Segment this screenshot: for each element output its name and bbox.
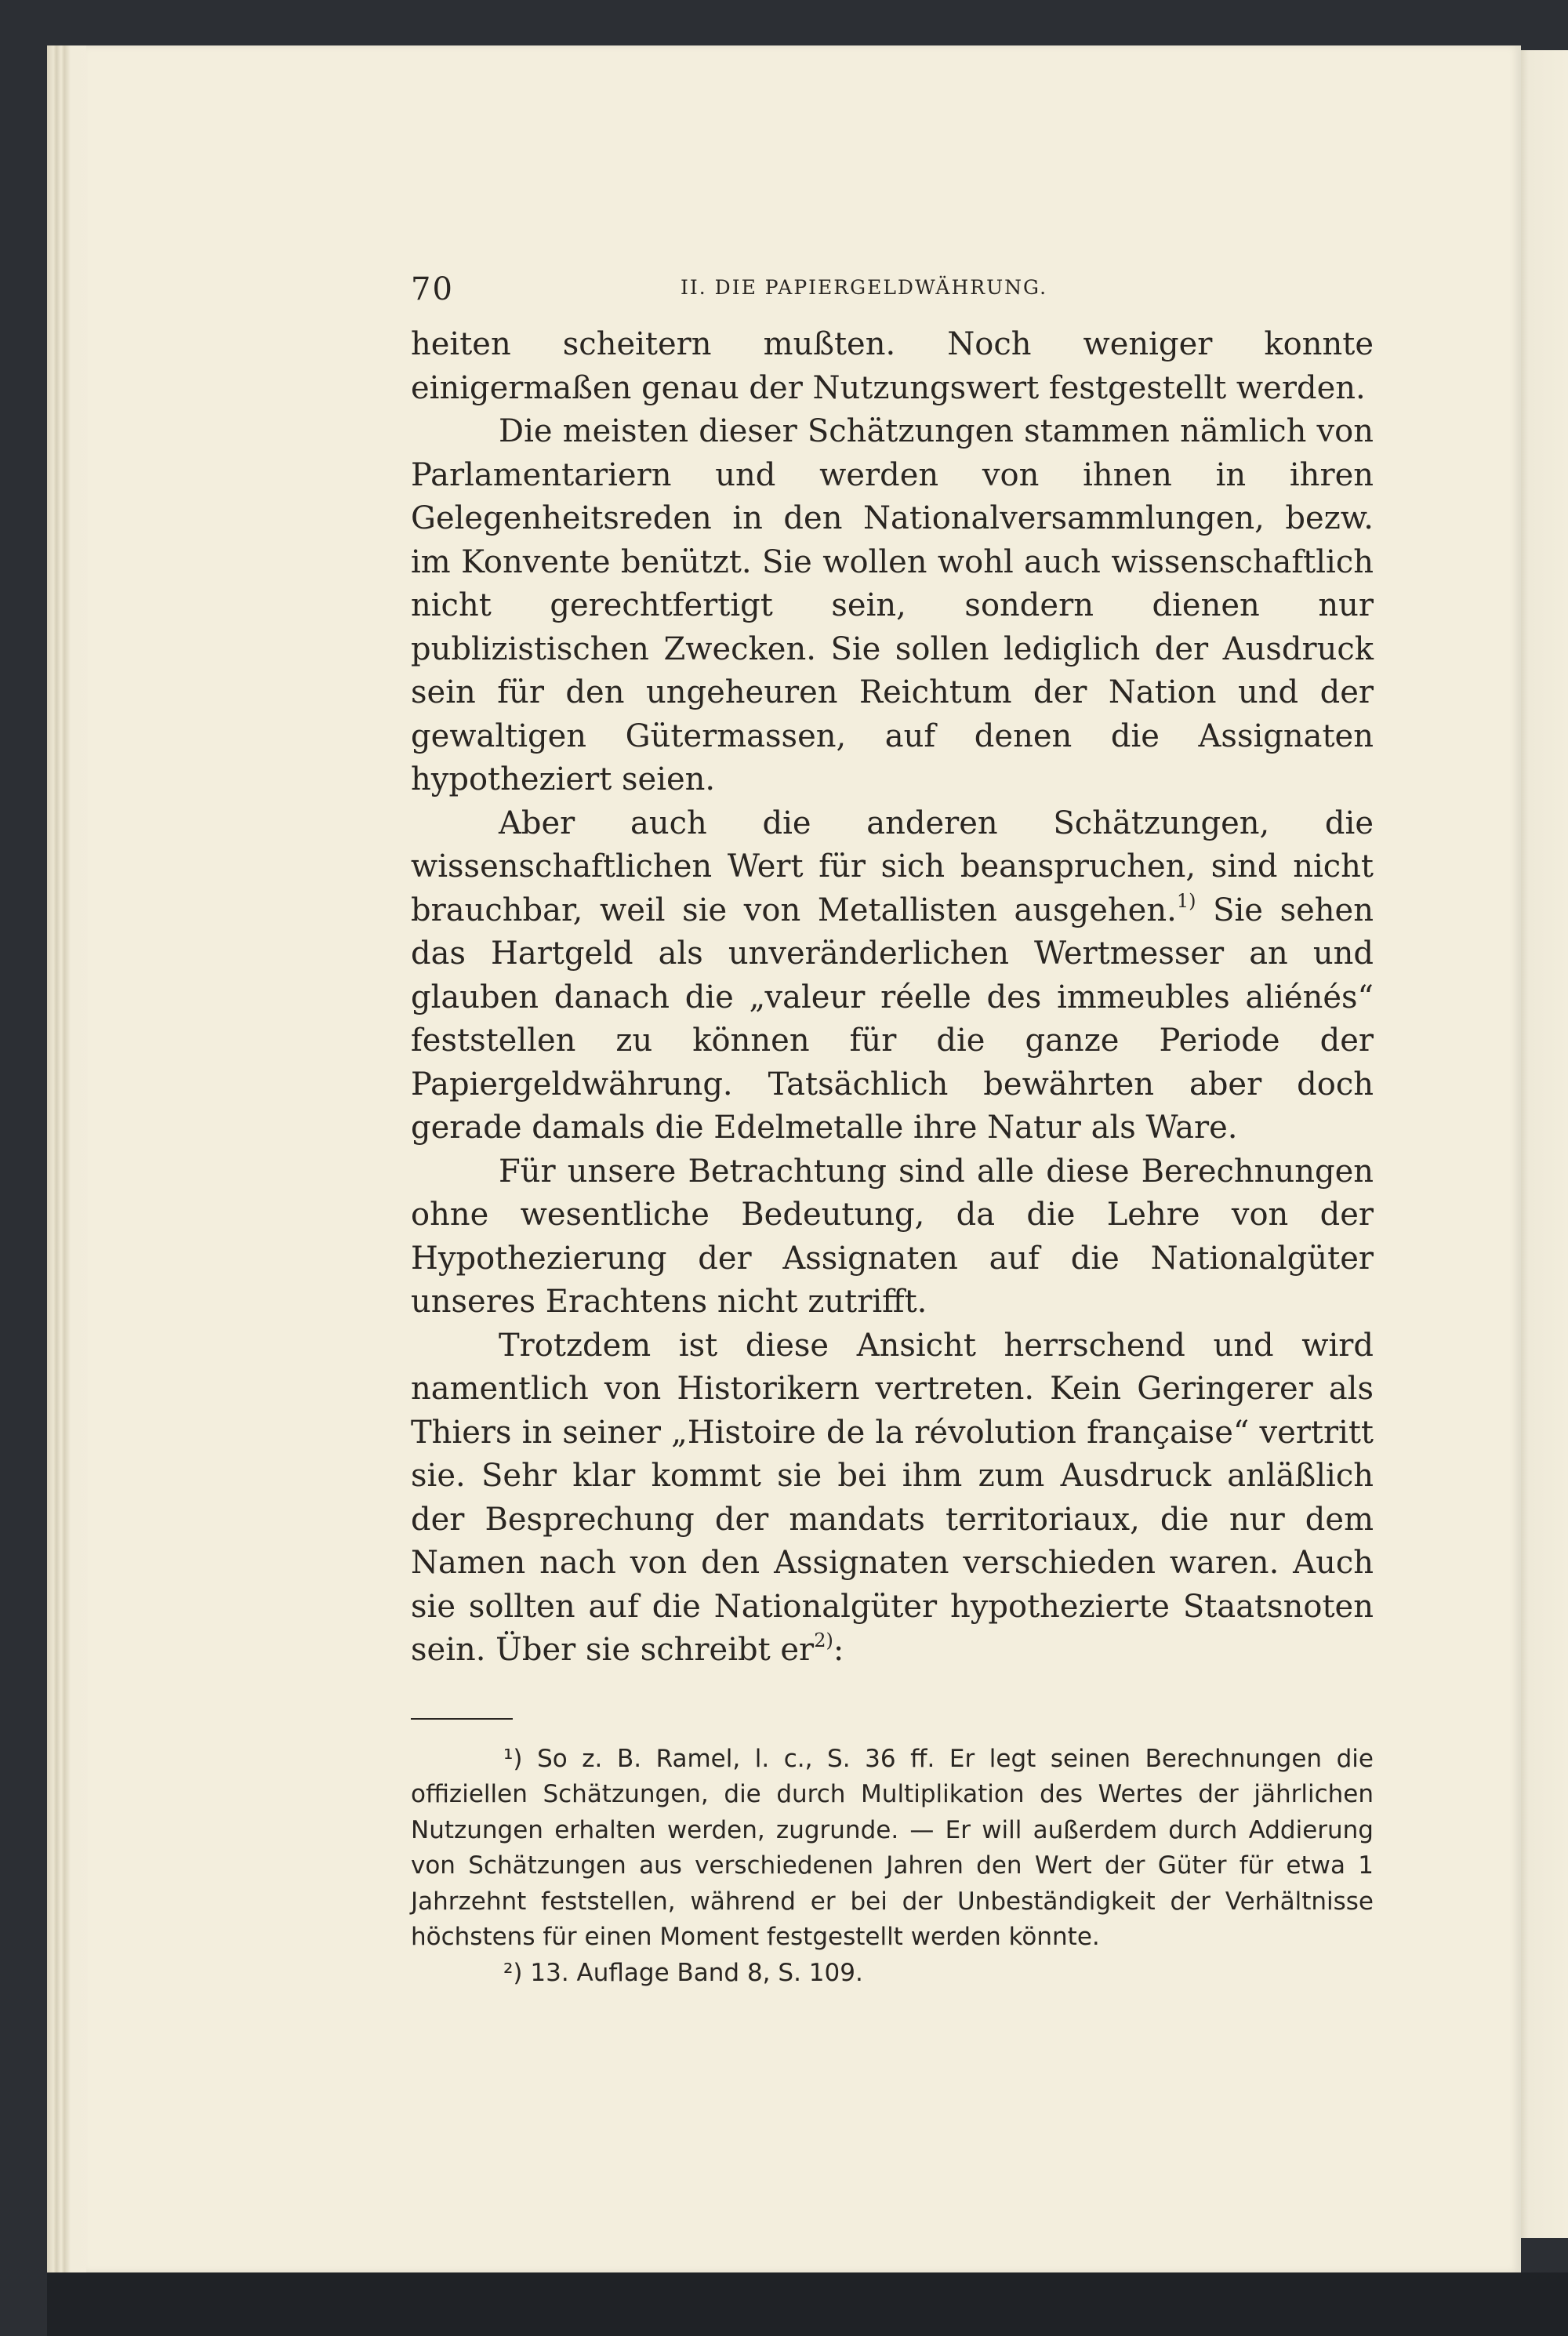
footnote-text: 13. Auflage Band 8, S. 109.: [522, 1958, 863, 1987]
footnote-text: So z. B. Ramel, l. c., S. 36 ff. Er legt seinen Berechnungen die offiziellen Schätzungen, die durch Multiplikation des Wertes der jährlichen Nutzungen erhalten werden, zugrunde. — Er will außerdem durch Addierung von Schätzungen aus verschiedenen Jahren den Wert der Güter für etwa 1 Jahrzehnt feststellen, während er bei der Unbeständigkeit der Verhältnisse höchstens für einen Moment festgestellt werden könnte.: [411, 1744, 1374, 1951]
paragraph-text: Für unsere Betrachtung sind alle diese Berechnungen ohne wesentliche Bedeutung, da die Lehre von der Hypothezierung der Assignaten auf die Nationalgüter unseres Erachtens nicht zutrifft.: [411, 1153, 1374, 1320]
paragraph-3: [411, 802, 1374, 1150]
footnote-2: [411, 1956, 1374, 1992]
footnote-mark: ²): [503, 1958, 523, 1987]
paragraph-text: Sie sehen das Hartgeld als unveränderlichen Wertmesser an und glauben danach die „valeur réelle des immeubles aliénés“ feststellen zu können für die ganze Periode der Papiergeldwährung. Tatsächlich bewährten aber doch gerade damals die Edelmetalle ihre Natur als Ware.: [411, 892, 1374, 1146]
paragraph-4: [411, 1150, 1374, 1324]
next-page-edge: [1518, 50, 1568, 2238]
footnote-mark: ¹): [503, 1744, 523, 1773]
footnote-ref-2[interactable]: 2): [814, 1629, 833, 1652]
footnote-ref-1[interactable]: 1): [1176, 889, 1196, 912]
page-number: 70: [411, 271, 454, 307]
background-strip: [47, 2272, 1568, 2336]
text-block: [411, 251, 1374, 1991]
footnote-1: [411, 1742, 1374, 1956]
paragraph-text: :: [833, 1632, 844, 1668]
footnote-divider: [411, 1718, 513, 1720]
footnotes: [411, 1742, 1374, 1992]
running-head: [411, 251, 1374, 306]
paragraph-1: [411, 323, 1374, 410]
paragraph-2: [411, 410, 1374, 802]
paragraph-text: heiten scheitern mußten. Noch weniger konnte einigermaßen genau der Nutzungswert festgestellt werden.: [411, 326, 1374, 406]
paragraph-text: Die meisten dieser Schätzungen stammen nämlich von Parlamentariern und werden von ihnen in ihren Gelegenheitsreden in den Nationalversammlungen, bezw. im Konvente benützt. Sie wollen wohl auch wissenschaftlich nicht gerechtfertigt sein, sondern dienen nur publizistischen Zwecken. Sie sollen lediglich der Ausdruck sein für den ungeheuren Reichtum der Nation und der gewaltigen Gütermassen, auf denen die Assignaten hypotheziert seien.: [411, 413, 1374, 797]
body-text: [411, 323, 1374, 1673]
paragraph-5: [411, 1324, 1374, 1673]
paragraph-text: Aber auch die anderen Schätzungen, die wissenschaftlichen Wert für sich beanspruchen, sind nicht brauchbar, weil sie von Metallisten ausgehen.: [411, 805, 1374, 928]
section-title: II. DIE PAPIERGELDWÄHRUNG.: [681, 276, 1048, 299]
paragraph-text: Trotzdem ist diese Ansicht herrschend und wird namentlich von Historikern vertreten. Kein Geringerer als Thiers in seiner „Histoire de la révolution française“ vertritt sie. Sehr klar kommt sie bei ihm zum Ausdruck anläßlich der Besprechung der mandats territoriaux, die nur dem Namen nach von den Assignaten verschieden waren. Auch sie sollten auf die Nationalgüter hypothezierte Staatsnoten sein. Über sie schreibt er: [411, 1327, 1374, 1668]
